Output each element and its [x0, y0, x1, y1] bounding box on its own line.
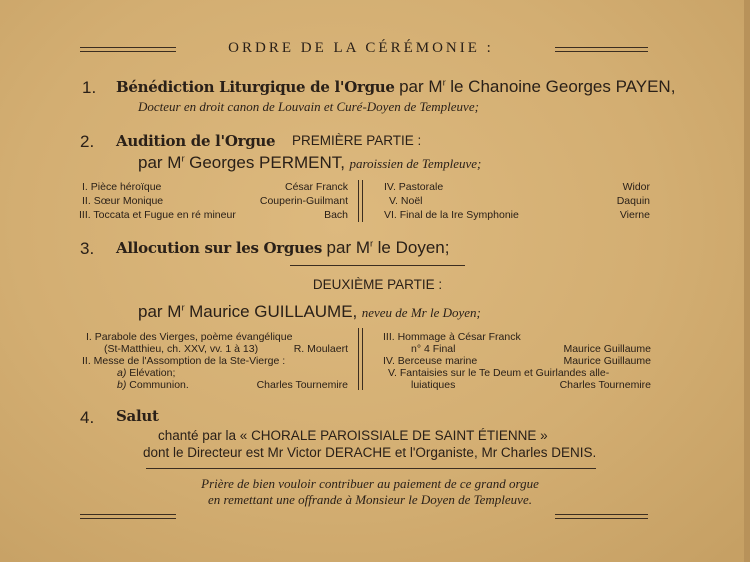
piece-title: luiatiques	[411, 379, 456, 391]
piece-number: IV.	[384, 181, 396, 193]
section-3-performer-line	[138, 302, 481, 322]
piece-composer: Couperin-Guilmant	[259, 195, 348, 207]
section-3-part-label: DEUXIÈME PARTIE :	[312, 277, 443, 292]
piece-title: Elévation;	[129, 367, 176, 379]
section-4-line-1: chanté par la « CHORALE PAROISSIALE DE SAINT ÉTIENNE »	[158, 428, 548, 443]
piece-composer: Charles Tournemire	[559, 379, 651, 391]
item-letter: b)	[117, 379, 127, 391]
s2-left-piece-2	[82, 195, 348, 207]
footer-line-2: en remettant une offrande à Monsieur le Doyen de Templeuve.	[208, 492, 532, 507]
s2-right-piece-3	[384, 209, 650, 221]
piece-title: Pastorale	[398, 181, 444, 193]
page-title: ORDRE DE LA CÉRÉMONIE :	[228, 40, 494, 56]
s3-left-line-5	[117, 379, 348, 391]
part-2-rule-top	[290, 265, 465, 266]
s3-right-line-2	[411, 343, 651, 355]
section-3-by-sup: r	[370, 238, 374, 250]
piece-composer: César Franck	[284, 181, 348, 193]
footer-rule-top	[146, 468, 596, 469]
section-3-number: 3.	[80, 239, 95, 258]
piece-title: Pièce héroïque	[90, 181, 162, 193]
section-1-officiant: le Chanoine Georges PAYEN,	[450, 77, 676, 96]
footer-line-1: Prière de bien vouloir contribuer au paiement de ce grand orgue	[201, 476, 539, 491]
section-2-heading: Audition de l'Orgue	[116, 132, 276, 150]
bottom-rule-right	[555, 514, 648, 519]
s3-right-line-1: III. Hommage à César Franck	[383, 331, 521, 343]
section-1-by-sup: r	[442, 77, 446, 89]
section-2-part-label: PREMIÈRE PARTIE :	[292, 133, 422, 148]
piece-number: III.	[79, 209, 91, 221]
piece-number: VI.	[384, 209, 397, 221]
piece-composer: Bach	[324, 209, 348, 221]
piece-number: II.	[82, 195, 91, 207]
section-2-by-prefix: par M	[138, 153, 182, 172]
s2-right-piece-2	[389, 195, 650, 207]
piece-title: n° 4 Final	[411, 343, 456, 355]
section-3-by-prefix: par M	[326, 238, 370, 257]
piece-title: Sœur Monique	[93, 195, 164, 207]
s2-column-divider	[358, 180, 363, 222]
s3-column-divider	[358, 328, 363, 390]
s3-right-line-4: V. Fantaisies sur le Te Deum et Guirlandes alle-	[388, 367, 610, 379]
s2-left-piece-1	[82, 181, 348, 193]
s3-left-line-4	[117, 367, 175, 379]
piece-composer: Widor	[622, 181, 650, 193]
piece-number: I.	[82, 181, 88, 193]
s2-left-piece-3	[79, 209, 348, 221]
section-1-heading-line	[116, 77, 675, 97]
section-2-by-sup: r	[181, 153, 185, 165]
bottom-rule-left	[80, 514, 176, 519]
piece-composer: Maurice Guillaume	[563, 343, 651, 355]
piece-composer: Charles Tournemire	[256, 379, 348, 391]
section-1-number: 1.	[82, 78, 97, 97]
piece-composer: Maurice Guillaume	[563, 355, 651, 367]
s2-right-piece-1	[384, 181, 650, 193]
section-4-number: 4.	[80, 408, 95, 427]
piece-title: Noël	[400, 195, 423, 207]
piece-title: Final de la Ire Symphonie	[399, 209, 519, 221]
section-4-heading: Salut	[116, 407, 159, 425]
section-3-heading: Allocution sur les Orgues	[116, 239, 323, 257]
section-3-by-prefix-2: par M	[138, 302, 182, 321]
section-1-heading: Bénédiction Liturgique de l'Orgue	[116, 78, 395, 96]
s3-right-line-3	[383, 355, 651, 367]
section-4-line-2: dont le Directeur est Mr Victor DERACHE et l'Organiste, Mr Charles DENIS.	[143, 445, 597, 460]
section-3-performer-detail: neveu de Mr le Doyen;	[361, 305, 481, 320]
s3-right-line-5	[411, 379, 651, 391]
piece-title: IV. Berceuse marine	[383, 355, 478, 367]
section-1-by-prefix: par M	[399, 77, 443, 96]
title-rule-right	[555, 47, 648, 52]
piece-number: V.	[389, 195, 398, 207]
piece-composer: Daquin	[616, 195, 650, 207]
piece-title: Toccata et Fugue en ré mineur	[93, 209, 236, 221]
piece-reference: (St-Matthieu, ch. XXV, vv. 1 à 13)	[104, 343, 259, 355]
section-3-by-sup-2: r	[181, 302, 185, 314]
s3-left-line-2	[104, 343, 348, 355]
section-1-detail: Docteur en droit canon de Louvain et Curé-Doyen de Templeuve;	[138, 99, 479, 114]
section-2-performer-line	[138, 153, 481, 173]
piece-title: Communion.	[129, 379, 189, 391]
section-2-number: 2.	[80, 132, 95, 151]
piece-composer: R. Moulaert	[293, 343, 348, 355]
section-3-speaker: le Doyen;	[377, 238, 450, 257]
section-3-performer: Maurice GUILLAUME,	[189, 302, 358, 321]
section-3-heading-line	[116, 238, 449, 258]
section-2-performer: Georges PERMENT,	[189, 153, 346, 172]
title-rule-left	[80, 47, 176, 52]
section-2-performer-detail: paroissien de Templeuve;	[349, 156, 482, 171]
s3-left-line-1: I. Parabole des Vierges, poème évangélique	[86, 331, 293, 343]
piece-composer: Vierne	[619, 209, 650, 221]
item-letter: a)	[117, 367, 127, 379]
s3-left-line-3: II. Messe de l'Assomption de la Ste-Vierge :	[82, 355, 286, 367]
